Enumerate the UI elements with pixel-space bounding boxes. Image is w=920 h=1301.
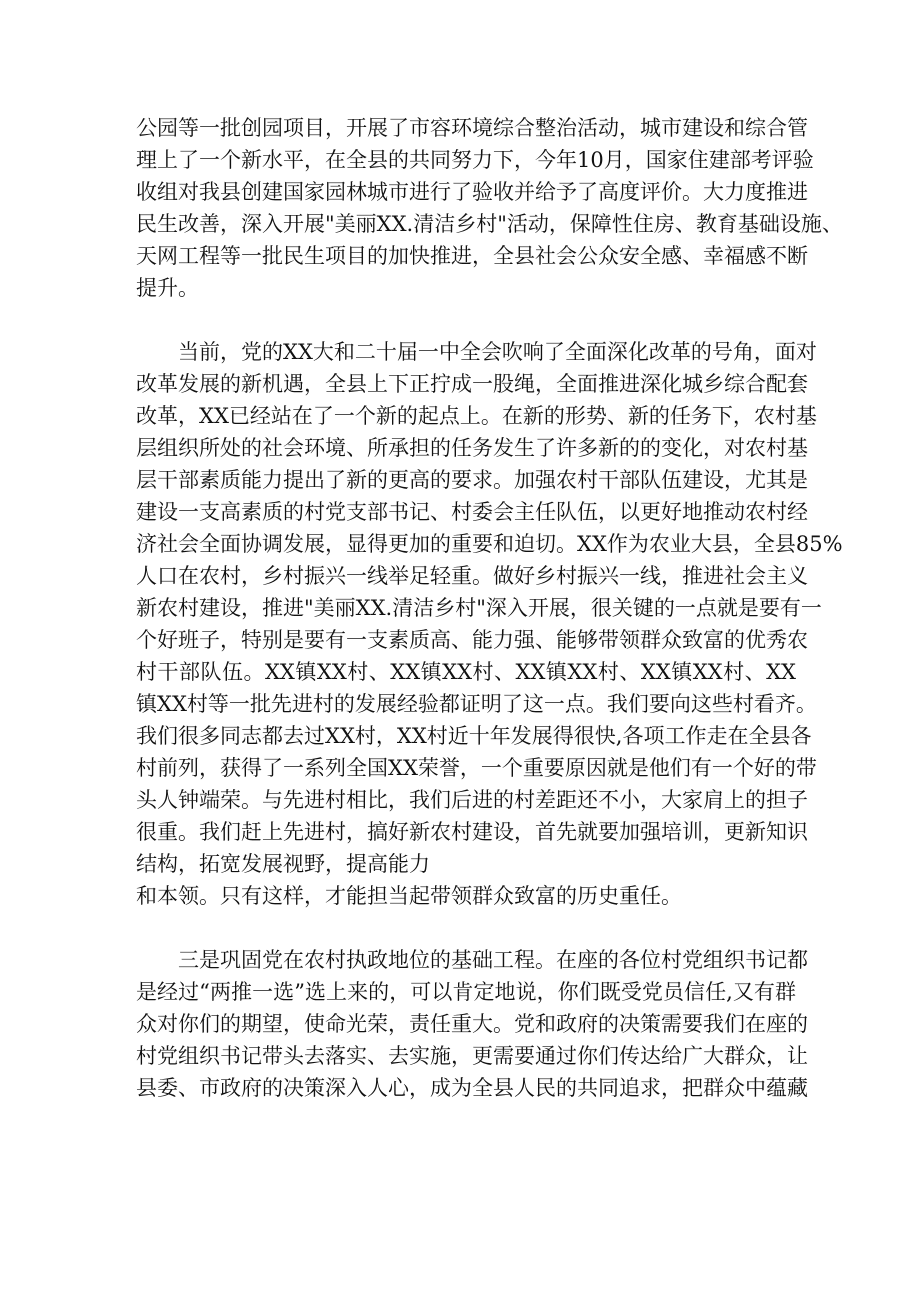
text-line: 改革发展的新机遇，全县上下正拧成一股绳，全面推进深化城乡综合配套 (136, 372, 808, 396)
text-line: 当前，党的XX大和二十届一中全会吹响了全面深化改革的号角，面对 (178, 340, 817, 364)
text-line: 头人钟端荣。与先进村相比，我们后进的村差距还不小，大家肩上的担子 (136, 788, 808, 812)
text-line: 建设一支高素质的村党支部书记、村委会主任队伍，以更好地推动农村经 (136, 500, 808, 524)
text-line: 民生改善，深入开展"美丽XX.清洁乡村"活动，保障性住房、教育基础设施、 (136, 212, 843, 236)
paragraph-1 (136, 112, 843, 304)
text-line: 天网工程等一批民生项目的加快推进，全县社会公众安全感、幸福感不断 (136, 244, 808, 268)
text-line: 新农村建设，推进"美丽XX.清洁乡村"深入开展，很关键的一点就是要有一 (136, 596, 822, 620)
text-line: 个好班子，特别是要有一支素质高、能力强、能够带领群众致富的优秀农 (136, 628, 808, 652)
text-line: 层组织所处的社会环境、所承担的任务发生了许多新的的变化，对农村基 (136, 436, 808, 460)
text-line: 很重。我们赶上先进村，搞好新农村建设，首先就要加强培训，更新知识 (136, 820, 808, 844)
text-line: 提升。 (136, 276, 199, 300)
text-line: 收组对我县创建国家园林城市进行了验收并给予了高度评价。大力度推进 (136, 180, 808, 204)
text-line: 村党组织书记带头去落实、去实施，更需要通过你们传达给广大群众，让 (136, 1044, 808, 1068)
paragraph-3 (136, 944, 808, 1104)
text-line: 济社会全面协调发展，显得更加的重要和迫切。XX作为农业大县，全县85% (136, 532, 843, 556)
text-line: 三是巩固党在农村执政地位的基础工程。在座的各位村党组织书记都 (178, 948, 808, 972)
text-line: 是经过“两推一选”选上来的，可以肯定地说，你们既受党员信任,又有群 (136, 980, 796, 1004)
paragraph-2 (136, 336, 843, 912)
text-line: 众对你们的期望，使命光荣，责任重大。党和政府的决策需要我们在座的 (136, 1012, 808, 1036)
text-line: 我们很多同志都去过XX村，XX村近十年发展得很快,各项工作走在全县各 (136, 724, 812, 748)
text-line: 结构，拓宽发展视野，提高能力 (136, 852, 430, 876)
text-line: 县委、市政府的决策深入人心，成为全县人民的共同追求，把群众中蕴藏 (136, 1076, 808, 1100)
text-line: 改革，XX已经站在了一个新的起点上。在新的形势、新的任务下，农村基 (136, 404, 817, 428)
text-line: 镇XX村等一批先进村的发展经验都证明了这一点。我们要向这些村看齐。 (136, 692, 817, 716)
text-line: 理上了一个新水平，在全县的共同努力下，今年10月，国家住建部考评验 (136, 148, 814, 172)
text-line: 公园等一批创园项目，开展了市容环境综合整治活动，城市建设和综合管 (136, 116, 808, 140)
text-line: 人口在农村，乡村振兴一线举足轻重。做好乡村振兴一线，推进社会主义 (136, 564, 808, 588)
text-line: 村干部队伍。XX镇XX村、XX镇XX村、XX镇XX村、XX镇XX村、XX (136, 660, 796, 684)
text-line: 层干部素质能力提出了新的更高的要求。加强农村干部队伍建设，尤其是 (136, 468, 808, 492)
text-line: 村前列，获得了一系列全国XX荣誉，一个重要原因就是他们有一个好的带 (136, 756, 817, 780)
text-line: 和本领。只有这样，才能担当起带领群众致富的历史重任。 (136, 884, 682, 908)
document-body (136, 112, 843, 1104)
